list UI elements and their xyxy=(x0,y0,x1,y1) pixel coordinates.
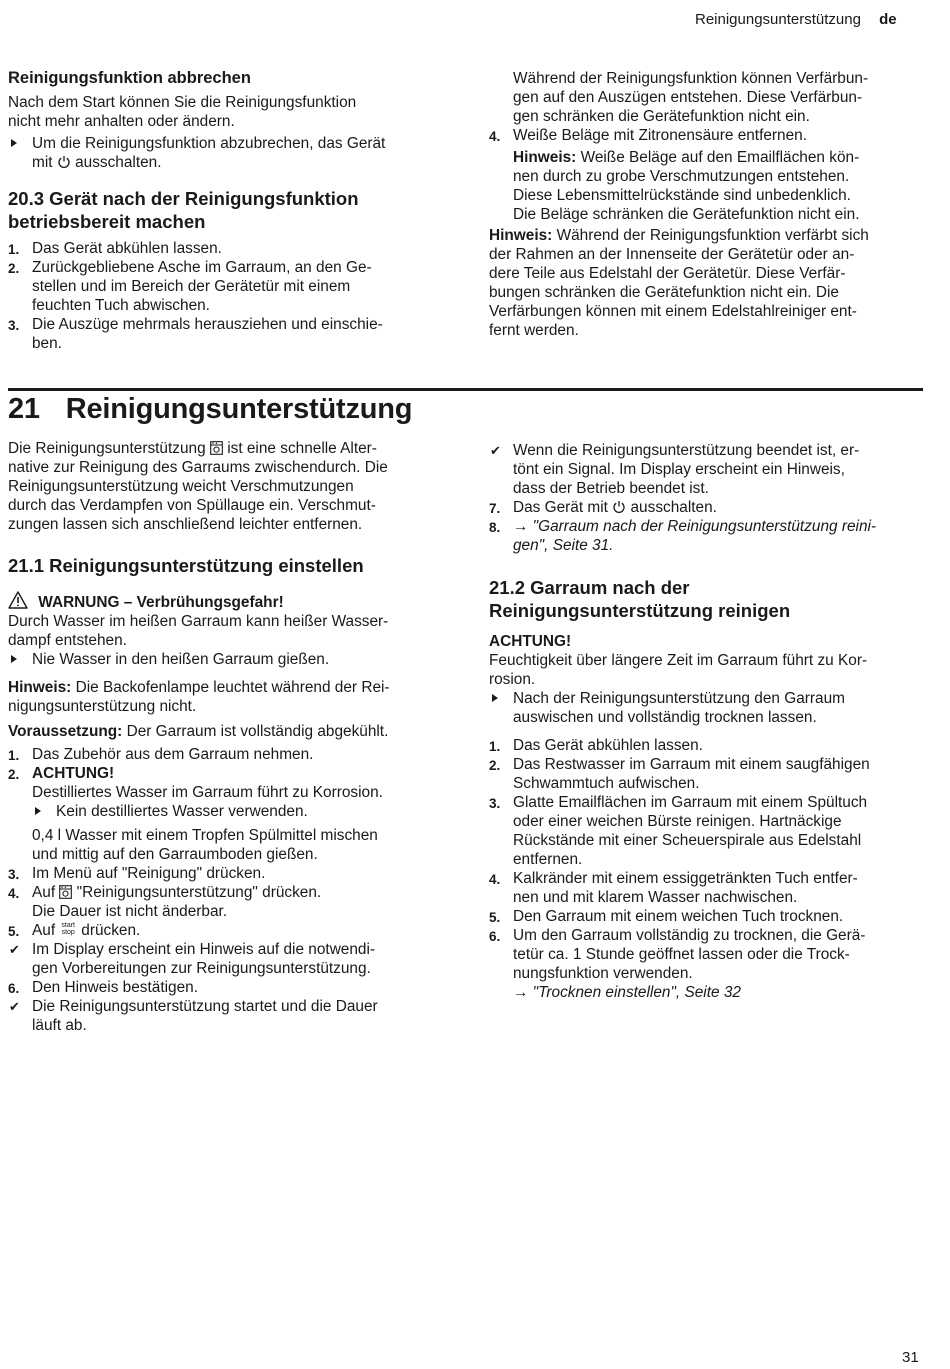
step-number: 2. xyxy=(489,758,501,773)
text-line: Die Beläge schränken die Gerätefunktion nicht ein. xyxy=(513,206,860,223)
warning-triangle-icon xyxy=(8,591,28,609)
step-text xyxy=(32,921,453,940)
step-number: 2. xyxy=(8,261,20,276)
text-line: Nie Wasser in den heißen Garraum gießen. xyxy=(32,651,330,668)
text-line: Während der Reinigungsfunktion können Verfärbun- xyxy=(513,70,869,87)
step-text: Das Gerät abkühlen lassen. xyxy=(513,737,703,754)
step-text: entfernen. xyxy=(513,851,583,868)
step-text: Kein destilliertes Wasser verwenden. xyxy=(56,803,308,820)
step-text: Die Auszüge mehrmals herausziehen und einschie- xyxy=(32,316,383,333)
arrow-right-icon: → xyxy=(513,518,529,535)
step-item xyxy=(8,883,453,921)
text-line: fernt werden. xyxy=(489,322,579,339)
step-item xyxy=(489,498,929,517)
cross-reference-link[interactable] xyxy=(513,517,929,536)
step-text: tetür ca. 1 Stunde geöffnet lassen oder die Trock- xyxy=(513,946,850,963)
step-text: Im Menü auf "Reinigung" drücken. xyxy=(32,865,266,882)
bottom-right-column xyxy=(489,441,929,1002)
step-item[interactable] xyxy=(489,517,929,555)
prerequisite-label: Voraussetzung: xyxy=(8,723,123,740)
text-line: Nach dem Start können Sie die Reinigungsfunktion xyxy=(8,94,357,111)
section-21-2-heading xyxy=(489,576,929,622)
text-line: Verfärbungen können mit einem Edelstahlreiniger ent- xyxy=(489,303,857,320)
step-item xyxy=(8,921,453,940)
step-item xyxy=(489,736,929,755)
text-line: der Rahmen an der Innenseite der Gerätetür oder an- xyxy=(489,246,855,263)
bullet-triangle-icon xyxy=(11,655,17,663)
warning-step xyxy=(8,650,453,669)
page-number: 31 xyxy=(902,1349,919,1366)
text-line: Reinigungsunterstützung weicht Verschmutzungen xyxy=(8,478,354,495)
step-number: 4. xyxy=(8,886,20,901)
checkmark-icon: ✔ xyxy=(9,999,20,1014)
text-fragment: Weiße Beläge auf den Emailflächen kön- xyxy=(580,149,860,166)
result-item xyxy=(489,441,929,498)
chapter-heading xyxy=(8,393,412,426)
text-line xyxy=(489,226,929,245)
result-item xyxy=(8,997,453,1035)
step-text: Das Restwasser im Garraum mit einem saugfähigen xyxy=(513,756,870,773)
chapter-title: Reinigungsunterstützung xyxy=(65,393,413,425)
top-left-column xyxy=(8,69,448,353)
note-lamp xyxy=(8,678,453,716)
step-text: tönt ein Signal. Im Display erscheint ein Hinweis, xyxy=(513,461,845,478)
text-fragment: Das Gerät mit xyxy=(513,499,608,516)
text-line: auswischen und vollständig trocknen lassen. xyxy=(513,709,817,726)
cancel-step xyxy=(8,134,448,172)
section-21-1-heading: 21.1 Reinigungsunterstützung einstellen xyxy=(8,555,364,576)
cancel-text xyxy=(8,93,448,131)
step-number: 4. xyxy=(489,872,501,887)
chapter-number: 21 xyxy=(8,393,40,425)
bottom-left-column xyxy=(8,439,453,1035)
text-fragment: Die Backofenlampe leuchtet während der Rei- xyxy=(75,679,390,696)
text-line xyxy=(8,678,453,697)
sub-step xyxy=(32,802,453,821)
checkmark-icon: ✔ xyxy=(490,443,501,458)
step-item xyxy=(8,978,453,997)
text-line: Nach der Reinigungsunterstützung den Garraum xyxy=(513,690,845,707)
chapter-intro xyxy=(8,439,453,534)
chapter-rule xyxy=(8,388,923,391)
checkmark-icon: ✔ xyxy=(9,942,20,957)
text-line: Feuchtigkeit über längere Zeit im Garraum führt zu Kor- xyxy=(489,652,868,669)
note-2 xyxy=(489,226,929,340)
step-text: Die Reinigungsunterstützung startet und die Dauer xyxy=(32,998,378,1015)
running-header xyxy=(695,11,897,28)
step-item xyxy=(489,755,929,793)
note-label: Hinweis: xyxy=(489,227,553,244)
power-icon xyxy=(57,155,71,169)
step-text: Das Gerät abkühlen lassen. xyxy=(32,240,222,257)
section-21-2-steps xyxy=(489,736,929,983)
step-item xyxy=(8,764,453,864)
step-text: Um den Garraum vollständig zu trocknen, die Gerä- xyxy=(513,927,866,944)
step-text: Wenn die Reinigungsunterstützung beendet ist, er- xyxy=(513,442,860,459)
step-text: Schwammtuch aufwischen. xyxy=(513,775,700,792)
note-label: Hinweis: xyxy=(513,149,577,166)
oven-cleaning-icon xyxy=(210,441,223,455)
step-number: 7. xyxy=(489,501,501,516)
text-fragment: "Reinigungsunterstützung" drücken. xyxy=(76,884,322,901)
text-line: dampf entstehen. xyxy=(8,632,127,649)
step-text: Den Garraum mit einem weichen Tuch trocknen. xyxy=(513,908,844,925)
step-number: 3. xyxy=(489,796,501,811)
step-text xyxy=(32,883,453,902)
step-text: gen Vorbereitungen zur Reinigungsunterstützung. xyxy=(32,960,371,977)
text-line: dere Teile aus Edelstahl der Gerätetür. Diese Verfär- xyxy=(489,265,846,282)
text-line: gen auf den Auszügen entstehen. Diese Verfärbun- xyxy=(513,89,863,106)
step-text: nen und mit klarem Wasser nachwischen. xyxy=(513,889,798,906)
power-icon xyxy=(612,500,626,514)
text-line: Diese Lebensmittelrückstände sind unbedenklich. xyxy=(513,187,851,204)
step-number: 6. xyxy=(8,981,20,996)
cross-reference-link[interactable] xyxy=(489,983,929,1002)
step-text: Die Dauer ist nicht änderbar. xyxy=(32,903,228,920)
step-text: 0,4 l Wasser mit einem Tropfen Spülmittel mischen xyxy=(32,827,378,844)
prerequisite-text: Der Garraum ist vollständig abgekühlt. xyxy=(126,723,389,740)
step-number: 8. xyxy=(489,520,501,535)
step-number: 6. xyxy=(489,929,501,944)
bullet-triangle-icon xyxy=(492,694,498,702)
step-text: ben. xyxy=(32,335,62,352)
step-item xyxy=(8,258,448,315)
link-text[interactable]: gen", Seite 31. xyxy=(513,537,614,554)
step-text: nungsfunktion verwenden. xyxy=(513,965,693,982)
warning-title xyxy=(8,591,453,612)
text-line: nen durch zu grobe Verschmutzungen entstehen. xyxy=(513,168,850,185)
heading-line: 21.2 Garraum nach der xyxy=(489,577,690,598)
text-line: nigungsunterstützung nicht. xyxy=(8,698,197,715)
text-fragment: Auf xyxy=(32,884,56,901)
heading-line: Reinigungsunterstützung reinigen xyxy=(489,600,791,621)
header-language: de xyxy=(879,11,897,28)
caution-block xyxy=(489,632,929,727)
step-text: Kalkränder mit einem essiggetränkten Tuch entfer- xyxy=(513,870,858,887)
step-item xyxy=(8,745,453,764)
step-number: 5. xyxy=(489,910,501,925)
step-text xyxy=(513,498,929,517)
step-text: Rückstände mit einer Scheuerspirale aus Edelstahl xyxy=(513,832,862,849)
step-text: Das Zubehör aus dem Garraum nehmen. xyxy=(32,746,314,763)
step-number: 1. xyxy=(8,748,20,763)
text-line: zungen lassen sich anschließend leichter entfernen. xyxy=(8,516,363,533)
text-line: native zur Reinigung des Garraums zwischendurch. Die xyxy=(8,459,388,476)
warning-block xyxy=(8,591,453,669)
header-section: Reinigungsunterstützung xyxy=(695,11,861,28)
text-line xyxy=(8,439,453,458)
text-fragment: drücken. xyxy=(81,922,141,939)
note-label: Hinweis: xyxy=(8,679,72,696)
bullet-triangle-icon xyxy=(35,807,41,815)
text-line: rosion. xyxy=(489,671,536,688)
step-text: feuchten Tuch abwischen. xyxy=(32,297,210,314)
discoloration-para xyxy=(489,69,929,126)
step-item xyxy=(489,907,929,926)
text-line: Durch Wasser im heißen Garraum kann heißer Wasser- xyxy=(8,613,389,630)
step-item xyxy=(489,926,929,983)
step-text: Zurückgebliebene Asche im Garraum, an den Ge- xyxy=(32,259,372,276)
text-line: gen schränken die Gerätefunktion nicht ein. xyxy=(513,108,810,125)
prerequisite xyxy=(8,722,453,741)
step-text: und mittig auf den Garraumboden gießen. xyxy=(32,846,318,863)
step-item xyxy=(8,315,448,353)
section-20-3-heading xyxy=(8,187,448,233)
section-21-1-steps xyxy=(8,745,453,1035)
heading-line: betriebsbereit machen xyxy=(8,211,206,232)
text-line xyxy=(513,148,929,167)
warning-title-text: WARNUNG – Verbrühungsgefahr! xyxy=(38,594,284,611)
text-fragment: ausschalten. xyxy=(75,154,162,171)
result-item xyxy=(8,940,453,978)
step-text: stellen und im Bereich der Gerätetür mit einem xyxy=(32,278,351,295)
text-fragment: ausschalten. xyxy=(630,499,717,516)
text-line: bungen schränken die Gerätefunktion nicht ein. Die xyxy=(489,284,839,301)
step-text: läuft ab. xyxy=(32,1017,87,1034)
step-number: 1. xyxy=(8,242,20,257)
text-fragment: mit xyxy=(32,154,53,171)
text-fragment: Während der Reinigungsfunktion verfärbt sich xyxy=(556,227,869,244)
step-item xyxy=(489,869,929,907)
step-number: 4. xyxy=(489,129,501,144)
oven-cleaning-icon xyxy=(59,885,72,899)
step-4-item xyxy=(489,126,929,145)
caution-step xyxy=(489,689,929,727)
text-line: nicht mehr anhalten oder ändern. xyxy=(8,113,235,130)
caution-label: ACHTUNG! xyxy=(32,765,115,782)
step-text: Glatte Emailflächen im Garraum mit einem Spültuch xyxy=(513,794,868,811)
text-line xyxy=(32,153,448,172)
step-number: 2. xyxy=(8,767,20,782)
text-line: Um die Reinigungsfunktion abzubrechen, das Gerät xyxy=(32,135,386,152)
step-item xyxy=(489,793,929,869)
note-1 xyxy=(489,148,929,224)
text-fragment: ist eine schnelle Alter- xyxy=(227,440,377,457)
link-text: "Garraum nach der Reinigungsunterstützung reini- xyxy=(532,518,877,535)
step-item xyxy=(8,864,453,883)
start-stop-icon xyxy=(61,922,75,936)
step-text: Weiße Beläge mit Zitronensäure entfernen. xyxy=(513,127,808,144)
step-text: oder einer weichen Bürste reinigen. Hartnäckige xyxy=(513,813,842,830)
step-number: 1. xyxy=(489,739,501,754)
top-right-column xyxy=(489,69,929,340)
bullet-triangle-icon xyxy=(11,139,17,147)
heading-line: 20.3 Gerät nach der Reinigungsfunktion xyxy=(8,188,359,209)
arrow-right-icon: → xyxy=(513,984,529,1001)
step-number: 5. xyxy=(8,924,20,939)
step-text: Den Hinweis bestätigen. xyxy=(32,979,198,996)
step-text: Im Display erscheint ein Hinweis auf die notwendi- xyxy=(32,941,376,958)
start-label: start xyxy=(61,922,76,929)
cancel-heading: Reinigungsfunktion abbrechen xyxy=(8,69,251,87)
text-fragment: Auf xyxy=(32,922,56,939)
stop-label: stop xyxy=(61,929,75,936)
link-text: "Trocknen einstellen", Seite 32 xyxy=(532,984,741,1001)
caution-title: ACHTUNG! xyxy=(489,633,572,650)
text-fragment: Die Reinigungsunterstützung xyxy=(8,440,206,457)
section-20-3-steps xyxy=(8,239,448,353)
step-number: 3. xyxy=(8,318,20,333)
step-text: dass der Betrieb beendet ist. xyxy=(513,480,709,497)
step-text: Destilliertes Wasser im Garraum führt zu Korrosion. xyxy=(32,784,383,801)
text-line: durch das Verdampfen von Spüllauge ein. Verschmut- xyxy=(8,497,376,514)
step-number: 3. xyxy=(8,867,20,882)
step-item xyxy=(8,239,448,258)
